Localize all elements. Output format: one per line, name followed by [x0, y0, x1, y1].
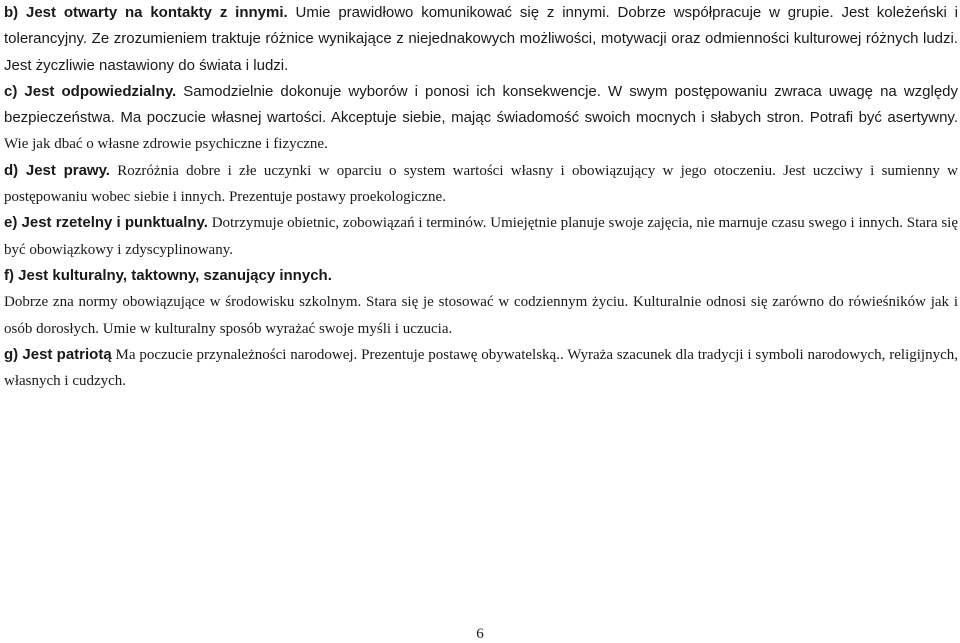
- paragraph-d-text: Rozróżnia dobre i złe uczynki w oparciu o system wartości własny i obowiązujący w jego otoczeniu. Jest uczciwy i sumienny w postępowaniu wobec siebie i innych. Prezentuje postawy proekologiczne.: [4, 162, 959, 206]
- paragraph-c: [4, 79, 958, 158]
- paragraph-g-text: Ma poczucie przynależności narodowej. Prezentuje postawę obywatelską.. Wyraża szacunek dla tradycji i symboli narodowych, religijnych, własnych i cudzych.: [4, 346, 958, 390]
- paragraph-g-label: g) Jest patriotą: [4, 345, 112, 363]
- paragraph-f-label: f) Jest kulturalny, taktowny, szanujący innych.: [4, 266, 332, 284]
- page-number: 6: [476, 626, 484, 642]
- paragraph-f-text: Dobrze zna normy obowiązujące w środowisku szkolnym. Stara się je stosować w codziennym życiu. Kulturalnie odnosi się zarówno do rówieśników jak i osób dorosłych. Umie w kulturalny sposób wyrażać swoje myśli i uczucia.: [4, 294, 958, 337]
- paragraph-c-text: Samodzielnie dokonuje wyborów i ponosi ich konsekwencje. W swym postępowaniu zwraca uwagę na względy bezpieczeństwa. Ma poczucie własnej wartości. Akceptuje siebie, mając świadomość swoich mocnych i słabych stron. Potrafi być asertywny.: [4, 82, 959, 127]
- paragraph-g: [4, 342, 958, 395]
- paragraph-b: [4, 0, 958, 79]
- paragraph-e-label: e) Jest rzetelny i punktualny.: [4, 214, 208, 232]
- paragraph-b-text: Umie prawidłowo komunikować się z innymi. Dobrze współpracuje w grupie. Jest koleżeński i tolerancyjny. Ze zrozumieniem traktuje różnice wynikające z niejednakowych możliwości, motywacji oraz odmienności kulturowej różnych ludzi. Jest życzliwie nastawiony do świata i ludzi.: [4, 4, 958, 74]
- paragraph-e: [4, 210, 958, 263]
- paragraph-c-text-end: Wie jak dbać o własne zdrowie psychiczne i fizyczne.: [4, 136, 328, 153]
- paragraph-d-label: d) Jest prawy.: [4, 161, 110, 179]
- paragraph-f-heading: [4, 263, 958, 289]
- paragraph-f: [4, 289, 958, 342]
- paragraph-e-text: Dotrzymuje obietnic, zobowiązań i terminów. Umiejętnie planuje swoje zajęcia, nie marnuje czasu swego i innych. Stara się być obowiązkowy i zdyscyplinowany.: [4, 215, 959, 258]
- document-body: [4, 0, 958, 394]
- paragraph-c-label: c) Jest odpowiedzialny.: [4, 82, 177, 100]
- paragraph-d: [4, 158, 958, 211]
- paragraph-b-label: b) Jest otwarty na kontakty z innymi.: [4, 4, 288, 21]
